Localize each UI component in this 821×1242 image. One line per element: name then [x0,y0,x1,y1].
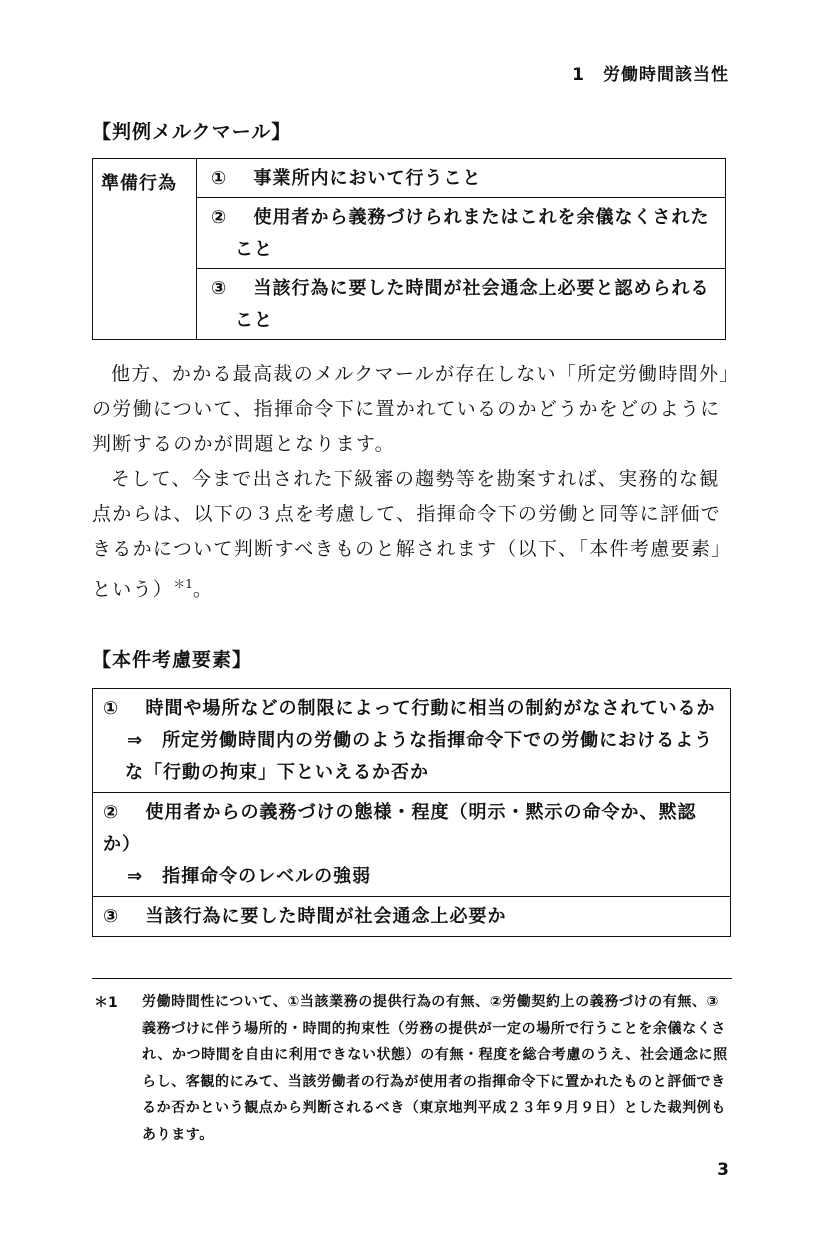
footnote-ref[interactable]: ＊1 [173,577,193,591]
page-number: 3 [717,1160,729,1180]
item-text: 事業所内において行うこと [253,168,482,189]
factor-box [92,688,731,937]
item-text-cont: こと [235,310,273,331]
item-text: 当該行為に要した時間が社会通念上必要と認められる [253,278,710,299]
factor-text: 使用者からの義務づけの態様・程度（明示・黙示の命令か、黙認か） [103,802,697,855]
merkmal-item-1 [197,159,726,198]
factor-text: 時間や場所などの制限によって行動に相当の制約がなされているか [145,698,716,719]
factor-3 [93,896,730,936]
factor-1 [93,689,730,792]
footnote-mark: ＊1 [94,995,118,1011]
item-text: 使用者から義務づけられまたはこれを余儀なくされた [253,207,710,228]
merkmal-table [92,158,726,340]
factor-2 [93,792,730,896]
factor-text: 当該行為に要した時間が社会通念上必要か [145,906,507,927]
factor-sub: ⇒ 所定労働時間内の労働のような指揮命令下での労働におけるよう [127,730,714,751]
table-row [93,159,726,198]
footnote-divider [92,978,732,979]
body-paragraph-2 [92,462,732,607]
paragraph-text: そして、今まで出された下級審の趨勢等を勘案すれば、実務的な観点からは、以下の３点を考慮して、指揮命令下の労働と同等に評価できるかについて判断すべきものと解されます（以下、「本件考慮要素」という） [92,468,732,601]
item-marker: ② [211,207,228,228]
footnote-text: 労働時間性について、①当該業務の提供行為の有無、②労働契約上の義務づけの有無、③義務づけに伴う場所的・時間的拘束性（労務の提供が一定の場所で行うことを余儀なくされ、かつ時間を自由に利用できない状態）の有無・程度を総合考慮のうえ、社会通念に照らし、客観的にみて、当該労働者の行為が使用者の指揮命令下に置かれたものと評価できるか否かという観点から判断されるべき（東京地判平成２３年９月９日）とした裁判例もあります。 [142,994,728,1143]
section-title-factors: 【本件考慮要素】 [92,649,253,671]
factor-marker: ① [103,698,120,719]
item-marker: ① [211,168,228,189]
item-text-cont: こと [235,239,273,260]
factor-sub-cont: な「行動の拘束」下といえるか否か [125,762,429,783]
row-head-junbi: 準備行為 [93,159,197,340]
running-head: 1 労働時間該当性 [572,65,729,85]
factor-marker: ③ [103,906,120,927]
body-paragraph-1: 他方、かかる最高裁のメルクマールが存在しない「所定労働時間外」の労働について、指揮命令下に置かれているのかどうかをどのように判断するのかが問題となります。 [92,363,731,455]
merkmal-item-2 [197,198,726,269]
factor-sub: ⇒ 指揮命令のレベルの強弱 [127,866,372,887]
factor-marker: ② [103,802,120,823]
paragraph-end: 。 [192,578,214,601]
merkmal-item-3 [197,269,726,340]
item-marker: ③ [211,278,228,299]
section-title-merkmal: 【判例メルクマール】 [92,121,292,143]
